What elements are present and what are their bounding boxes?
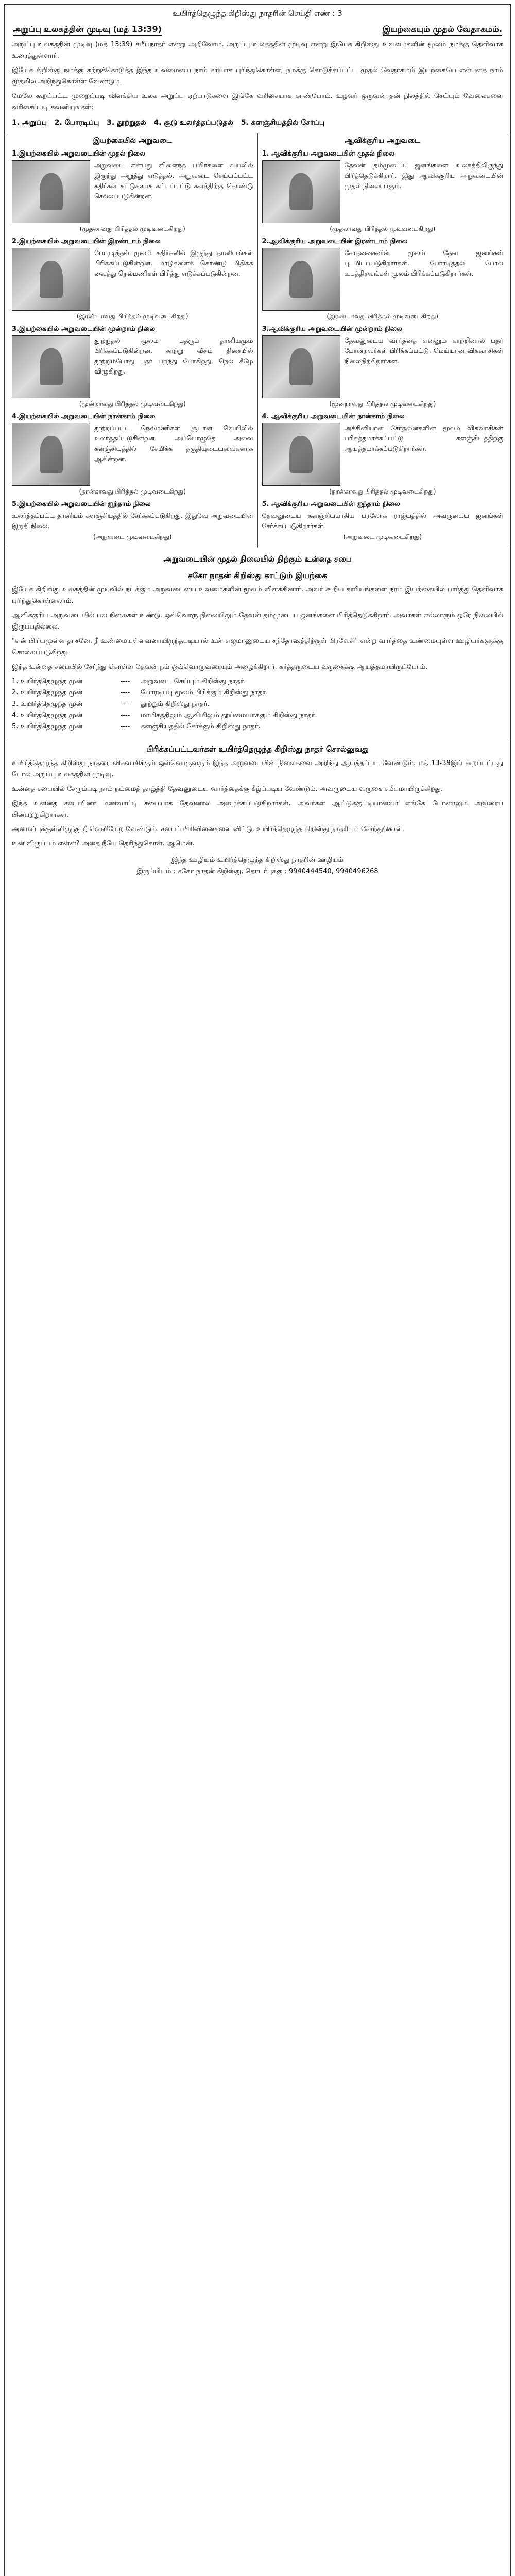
intro-paragraph-3: மேலே கூறப்பட்ட முறைப்படி விளக்கிய உலக அறுப்பு ஏற்பாடுகளை இங்கே வரிசையாக காண்போம். உழவர் ஒருவன் தன் நிலத்தில் செய்யும் வேலைகளை வரிசைப்படி கவனியுங்கள்:	[12, 92, 503, 111]
right-section-4	[262, 413, 504, 496]
threshing-photo	[12, 248, 90, 311]
table-row	[12, 687, 503, 699]
right-section-caption: (நான்காவது பிரித்தல் முடிவடைகிறது)	[329, 488, 436, 495]
stages-table	[12, 676, 503, 733]
left-section-caption: (முதலாவது பிரித்தல் முடிவடைகிறது)	[79, 225, 185, 232]
right-section-heading: 3.ஆவிக்குரிய அறுவடையின் மூன்றாம் நிலை	[262, 325, 402, 333]
drying-photo	[12, 423, 90, 486]
right-section-text: தேவனுடைய களஞ்சியமாகிய பரலோக ராஜ்யத்தில் அவருடைய ஜனங்கள் சேர்க்கப்படுகிறார்கள்.	[262, 512, 503, 530]
right-section-1	[262, 150, 504, 233]
winnowing-photo	[12, 335, 90, 398]
spiritual-threshing-photo	[262, 248, 340, 311]
left-section-heading: 3.இயற்கையில் அறுவடையின் மூன்றாம் நிலை	[12, 325, 156, 333]
section2-paragraph-3: "என் பிரியமுள்ள தாசனே, நீ உண்மையுள்ளவனாயிருந்தபடியால் உன் எஜமானுடைய சந்தோஷத்திற்குள் பிரவேசி" என்ற வார்த்தை உண்மையுள்ள ஊழியர்களுக்கு சொல்லப்படுகிறது.	[12, 637, 503, 656]
table-cell: 1. உயிர்த்தெழுந்த முன்	[12, 677, 83, 685]
right-section-text: தேவனுடைய வார்த்தை என்னும் காற்றினால் பதர் போன்றவர்கள் பிரிக்கப்பட்டு, மெய்யான விசுவாசிகள் நிலைநிற்கிறார்கள்.	[344, 336, 503, 365]
column-right-title: ஆவிக்குரிய அறுவடை	[345, 137, 421, 145]
page-frame	[4, 4, 511, 2576]
title-row	[5, 21, 510, 39]
spiritual-drying-photo	[262, 423, 340, 486]
left-section-heading: 4.இயற்கையில் அறுவடையின் நான்காம் நிலை	[12, 413, 156, 420]
footer	[5, 855, 510, 877]
left-section-2	[12, 238, 253, 321]
left-section-1	[12, 150, 253, 233]
right-section-text: தேவன் தம்முடைய ஜனங்களை உலகத்திலிருந்து பிரித்தெடுக்கிறார். இது ஆவிக்குரிய அறுவடையின் முதல் நிலையாகும்.	[344, 161, 503, 190]
footer-line-1: இந்த ஊழியம் உயிர்த்தெழுந்த கிறிஸ்து நாதரின் ஊழியம்	[171, 856, 344, 864]
left-section-text: தூற்றுதல் மூலம் பதரும் தானியமும் பிரிக்கப்படுகின்றன. காற்று வீசும் திசையில் தூற்றும்போது பதர் பறந்து போகிறது, நெல் கீழே விழுகிறது.	[94, 336, 253, 375]
table-cell: மாமிசத்திலும் ஆவியிலும் தூய்மையாக்கும் கிறிஸ்து நாதர்.	[141, 711, 317, 719]
table-row	[12, 676, 503, 687]
table-cell: ----	[120, 700, 130, 708]
table-cell: ----	[120, 723, 130, 731]
right-section-5	[262, 500, 504, 541]
left-section-heading: 5.இயற்கையில் அறுவடையின் ஐந்தாம் நிலை	[12, 500, 151, 508]
table-cell: அறுவடை செய்யும் கிறிஸ்து நாதர்.	[141, 677, 246, 685]
right-section-caption: (முதலாவது பிரித்தல் முடிவடைகிறது)	[330, 225, 436, 232]
left-section-caption: (அறுவடை முடிவடைகிறது)	[93, 533, 172, 540]
right-section-heading: 4. ஆவிக்குரிய அறுவடையின் நான்காம் நிலை	[262, 413, 405, 420]
table-cell: தூற்றும் கிறிஸ்து நாதர்.	[141, 700, 210, 708]
table-cell: களஞ்சியத்தில் சேர்க்கும் கிறிஸ்து நாதர்.	[141, 723, 261, 731]
column-left	[8, 133, 258, 548]
left-section-3	[12, 325, 253, 409]
section3-title: பிரிக்கப்பட்டவர்கள் உயிர்த்தெழுந்த கிறிஸ்து நாதர் சொல்லுவது	[146, 744, 369, 754]
column-right	[258, 133, 508, 548]
spiritual-harvest-photo	[262, 160, 340, 223]
table-cell: ----	[120, 689, 130, 697]
column-left-title: இயற்கையில் அறுவடை	[93, 137, 172, 145]
section2-paragraph-4: இந்த உன்னத சபையில் சேர்ந்து கொள்ள தேவன் நம் ஒவ்வொருவரையும் அழைக்கிறார். கர்த்தருடைய வருகைக்கு ஆயத்தமாயிருப்போம்.	[12, 663, 428, 671]
comparison-columns	[8, 133, 507, 548]
step-4: 4. சூடு உலர்த்தப்படுதல்	[153, 118, 234, 127]
right-section-caption: (இரண்டாவது பிரித்தல் முடிவடைகிறது)	[327, 313, 439, 320]
section3-paragraph-2: உன்னத சபையில் சேரும்படி நாம் நம்மைத் தாழ்த்தி தேவனுடைய வார்த்தைக்கு கீழ்ப்படிய வேண்டும். அவருடைய வருகை சமீபமாயிருக்கிறது.	[12, 785, 443, 793]
left-section-caption: (மூன்றாவது பிரித்தல் முடிவடைகிறது)	[79, 400, 186, 408]
left-section-text: போரடித்தல் மூலம் கதிர்களில் இருந்து தானியங்கள் பிரிக்கப்படுகின்றன. மாடுகளைக் கொண்டு மிதிக்க வைத்து நெல்மணிகள் பிரித்து எடுக்கப்படுகின்றன.	[94, 249, 253, 277]
section2-subtitle: சகோ நாதன் கிறிஸ்து காட்டும் இயற்கை	[188, 571, 327, 580]
left-section-heading: 2.இயற்கையில் அறுவடையின் இரண்டாம் நிலை	[12, 238, 161, 245]
section3-paragraph-3: இந்த உன்னத சபையினர் மணவாட்டி சபையாக தேவனால் அழைக்கப்படுகிறார்கள். அவர்கள் ஆட்டுக்குட்டியானவர் எங்கே போனாலும் அவரைப் பின்பற்றுகிறார்கள்.	[12, 800, 503, 819]
step-5: 5. களஞ்சியத்தில் சேர்ப்பு	[241, 118, 325, 127]
footer-line-2: இருப்பிடம் : சகோ நாதன் கிறிஸ்து, தொடர்புக்கு : 9940444540, 9940496268	[136, 868, 379, 875]
right-section-text: சோதனைகளின் மூலம் தேவ ஜனங்கள் புடமிடப்படுகிறார்கள். போரடித்தல் போல உபத்திரவங்கள் மூலம் பிரிக்கப்படுகிறார்கள்.	[344, 249, 503, 277]
title-right: இயற்கையும் முதல் வேதாகமம்.	[383, 24, 502, 36]
right-section-heading: 1. ஆவிக்குரிய அறுவடையின் முதல் நிலை	[262, 150, 395, 158]
table-cell: போரடிப்பு மூலம் பிரிக்கும் கிறிஸ்து நாதர்.	[141, 689, 268, 697]
right-section-caption: (அறுவடை முடிவடைகிறது)	[343, 533, 422, 540]
left-section-text: உலர்த்தப்பட்ட தானியம் களஞ்சியத்தில் சேர்க்கப்படுகிறது. இதுவே அறுவடையின் இறுதி நிலை.	[12, 512, 253, 530]
left-section-caption: (இரண்டாவது பிரித்தல் முடிவடைகிறது)	[76, 313, 188, 320]
step-3: 3. தூற்றுதல்	[107, 118, 146, 127]
table-row	[12, 721, 503, 733]
spiritual-winnowing-photo	[262, 335, 340, 398]
harvest-photo	[12, 160, 90, 223]
section3-paragraph-1: உயிர்த்தெழுந்த கிறிஸ்து நாதரை விசுவாசிக்கும் ஒவ்வொருவரும் இந்த அறுவடையின் நிலைகளை அறிந்து ஆயத்தப்பட வேண்டும். மத் 13-39இல் கூறப்பட்டது போல அறுப்பு உலகத்தின் முடிவு.	[12, 759, 503, 778]
table-cell: 4. உயிர்த்தெழுந்த முன்	[12, 711, 83, 719]
title-left: அறுப்பு உலகத்தின் முடிவு (மத் 13:39)	[13, 24, 162, 36]
table-cell: ----	[120, 677, 130, 685]
table-cell: 5. உயிர்த்தெழுந்த முன்	[12, 723, 83, 731]
right-section-caption: (மூன்றாவது பிரித்தல் முடிவடைகிறது)	[329, 400, 436, 408]
section2-paragraph-2: ஆவிக்குரிய அறுவடையில் பல நிலைகள் உண்டு. ஒவ்வொரு நிலையிலும் தேவன் தம்முடைய ஜனங்களை பிரித்தெடுக்கிறார். அவர்கள் எல்லாரும் ஒரே நிலையில் இருப்பதில்லை.	[12, 612, 503, 631]
left-section-4	[12, 413, 253, 496]
right-section-heading: 5. ஆவிக்குரிய அறுவடையின் ஐந்தாம் நிலை	[262, 500, 400, 508]
right-section-3	[262, 325, 504, 409]
left-section-heading: 1.இயற்கையில் அறுவடையின் முதல் நிலை	[12, 150, 145, 158]
right-section-text: அக்கினியான சோதனைகளின் மூலம் விசுவாசிகள் பரிசுத்தமாக்கப்பட்டு களஞ்சியத்திற்கு ஆயத்தமாக்கப்படுகிறார்கள்.	[344, 424, 503, 452]
masthead: உயிர்த்தெழுந்த கிறிஸ்து நாதரின் செய்தி எண் : 3	[173, 9, 342, 18]
right-section-2	[262, 238, 504, 321]
right-section-heading: 2.ஆவிக்குரிய அறுவடையின் இரண்டாம் நிலை	[262, 238, 408, 245]
table-cell: 2. உயிர்த்தெழுந்த முன்	[12, 689, 83, 697]
section2-paragraph-1: இயேசு கிறிஸ்து உலகத்தின் முடிவில் நடக்கும் அறுவடையை உவமைகளின் மூலம் விளக்கினார். அவர் கூறிய காரியங்களை நாம் இயற்கையில் பார்த்து தெளிவாக புரிந்துகொள்ளலாம்.	[12, 586, 503, 605]
steps-list	[12, 116, 503, 129]
table-row	[12, 710, 503, 721]
table-row	[12, 699, 503, 710]
left-section-caption: (நான்காவது பிரித்தல் முடிவடைகிறது)	[79, 488, 186, 495]
section3-paragraph-4: அமைப்புக்குள்ளிருந்து நீ வெளியேற வேண்டும். சபைப் பிரிவினைகளை விட்டு, உயிர்த்தெழுந்த கிறிஸ்து நாதரிடம் சேர்ந்துகொள்.	[12, 825, 404, 833]
left-section-5	[12, 500, 253, 541]
table-cell: 3. உயிர்த்தெழுந்த முன்	[12, 700, 83, 708]
left-section-text: தூற்றப்பட்ட நெல்மணிகள் சூடான வெயிலில் உலர்த்தப்படுகின்றன. அப்பொழுதே அவை களஞ்சியத்தில் சேமிக்க தகுதியுடையவைகளாக ஆகின்றன.	[94, 424, 253, 463]
step-2: 2. போரடிப்பு	[54, 118, 99, 127]
intro-paragraph-1: அறுப்பு உலகத்தின் முடிவு (மத் 13:39) சமீபநாதர் என்று அறிவோம். அறுப்பு உலகத்தின் முடிவு என்று இயேசு கிறிஸ்து உவமைகளின் மூலம் நமக்கு தெளிவாக உரைத்துள்ளார்.	[12, 41, 503, 60]
section3-paragraph-5: உன் விருப்பம் என்ன? அதை நீயே தெரிந்துகொள். ஆமென்.	[12, 840, 195, 848]
table-cell: ----	[120, 711, 130, 719]
step-1: 1. அறுப்பு	[12, 118, 47, 127]
section2-title: அறுவடையின் முதல் நிலையில் நிற்கும் உன்னத சபை	[163, 554, 352, 564]
left-section-text: அறுவடை என்பது விளைந்த பயிர்களை வயலில் இருந்து அறுத்து எடுத்தல். அறுவடை செய்யப்பட்ட கதிர்கள் கட்டுகளாக கட்டப்பட்டு களத்திற்கு கொண்டு செல்லப்படுகின்றன.	[94, 161, 253, 200]
intro-paragraph-2: இயேசு கிறிஸ்து நமக்கு கற்றுக்கொடுத்த இந்த உவமையை நாம் சரியாக புரிந்துகொள்ள, நமக்கு கொடுக்கப்பட்ட முதல் வேதாகமம் இயற்கையே என்பதை நாம் முதலில் அறிந்துகொள்ள வேண்டும்.	[12, 66, 503, 86]
